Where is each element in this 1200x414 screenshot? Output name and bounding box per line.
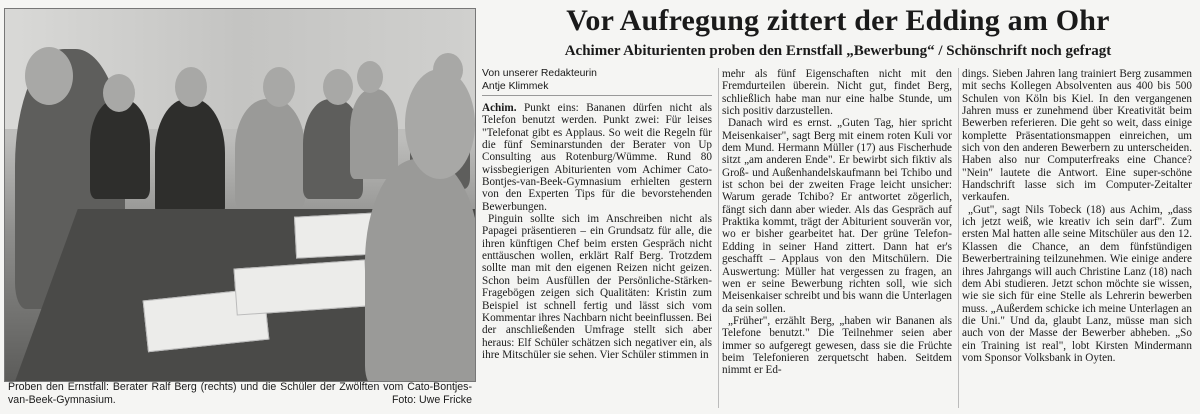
article-paragraph: dings. Sieben Jahren lang trainiert Berg zusammen mit sechs Kollegen Absolventen aus 400 bis 500 Schulen von Köln bis Kiel. In den vergangenen Jahren muss er zunehmend über Kreativität beim Bewerben referieren. Die geht so weit, dass einige komplette Präsentationsmappen einreichen, um sich von den anderen Bewerbern zu unterscheiden. Haben also nur Computerfreaks eine Chance? "Nein" lautete die Antwort. Eine super-schöne Handschrift lasse sich im Computer-Zeitalter verkaufen. (962, 68, 1192, 204)
photo-student (155, 99, 225, 219)
article-paragraph: „Früher", erzählt Berg, „haben wir Bananen als Telefone benutzt." Die Teilnehmer seien aber immer so aufgeregt gewesen, dass sie die Früchte beim Telefonieren zerquetscht haben. Seitdem nimmt er Ed- (722, 314, 952, 377)
photo-student (90, 99, 150, 199)
paragraph-text: Punkt eins: Bananen dürfen nicht als Telefon benutzt werden. Punkt zwei: Für leises "Telefonat gibt es Applaus. So weit die Regeln für die fünf Seminarstunden der Berater von Up Consulting aus Rotenburg/Wümme. Rund 80 wissbegierigen Abiturienten vom Achimer Cato-Bontjes-van-Beek-Gymnasium erhielten gestern von den Experten Tips für die bevorstehenden Bewerbungen. (482, 102, 712, 213)
photo-student (235, 99, 305, 209)
photo-caption-text: Proben den Ernstfall: Berater Ralf Berg (rechts) und die Schüler der Zwölften vom Cato-Bontjes-van-Beek-Gymnasium. (8, 381, 472, 406)
photo-credit: Foto: Uwe Fricke (391, 394, 472, 406)
byline-author: Antje Klimmek (482, 80, 549, 92)
photo-student-head (357, 61, 383, 93)
article-subhead: Achimer Abiturienten proben den Ernstfall „Bewerbung“ / Schönschrift noch gefragt (564, 43, 1112, 59)
photo-consultant-head (405, 69, 475, 179)
article-headline: Vor Aufregung zittert der Edding am Ohr (566, 4, 1110, 37)
article-column-1 (482, 68, 712, 361)
article-paragraph: mehr als fünf Eigenschaften nicht mit den Fremdurteilen überein. Nicht gut, findet Berg, schließlich habe man nur eine halbe Stunde, um sich positiv darzustellen. (722, 68, 952, 118)
photo-student (350, 89, 398, 179)
photo-student-head (103, 74, 135, 112)
dateline: Achim. (482, 102, 517, 114)
article-paragraph: Pinguin sollte sich im Anschreiben nicht als Papagei präsentieren – ein Grundsatz für alle, die ihren künftigen Chef beim ersten Gespräch nicht enttäuschen wollen, erklärt Ralf Berg. Trotzdem sollte man mit den eigenen Reizen nicht geizen. Schon beim Ausfüllen der Persönliche-Stärken-Fragebögen zeigen sich Qualitäten: Kristin zum Beispiel ist schnell fertig und lässt sich vom Kommentar ihres Nachbarn nicht beeinflussen. Bei der anschließenden Umfrage stellt sich aber heraus: Elf Schüler schätzen sich negativer ein, als ihre Mitschüler sie sehen. Vier Schüler stimmen in (482, 213, 712, 361)
photo-consultant (365, 159, 476, 382)
article-photo (4, 8, 476, 382)
byline (482, 68, 712, 96)
photo-student-head (25, 47, 73, 105)
article-paragraph: Danach wird es ernst. „Guten Tag, hier spricht Meisenkaiser", sagt Berg mit einem roten Kuli vor dem Mund. Hermann Müller (17) aus Fischerhude sitzt „am anderen Ende". Er bewirbt sich fiktiv als Groß- und Außenhandelskaufmann bei Tchibo und ist schon bei der zweiten Frage leicht unsicher: Warum gerade Tchibo? Er antwortet zögerlich, fängt sich dann aber wieder. Als das Gespräch auf Praktika kommt, trägt der Abiturient souverän vor, wo er bisher gearbeitet hat. Der grüne Telefon-Edding in seiner Hand zittert. Dann hat er's geschafft – Applaus von den Mitschülern. Die Auswertung: Müller hat vergessen zu fragen, an wen er seine Bewerbung richten soll, wie sich Meisenkaiser schreibt und bis wann die Unterlagen da sein sollen. (722, 117, 952, 315)
column-rule (718, 68, 719, 408)
article-column-2 (722, 68, 952, 377)
column-rule (958, 68, 959, 408)
photo-student-head (263, 67, 295, 107)
photo-student-head (175, 67, 207, 107)
article-column-3 (962, 68, 1192, 364)
article-paragraph: „Gut", sagt Nils Tobeck (18) aus Achim, „dass ich jetzt weiß, wie kreativ ich sein darf". Zum ersten Mal hatten alle seine Mitschüler aus den 12. Klassen die Chance, an dem fünfstündigen Bewerbertraining teilzunehmen. Wie einige andere ihres Jahrgangs will auch Christine Lanz (18) nach dem Abi studieren. Jetzt schon möchte sie wissen, wie sie sich für eine Stelle als Lehrerin bewerben muss. „Außerdem schicke ich meine Unterlagen an die Uni." Und da, glaubt Lanz, müsse man sich auch von der Masse der Bewerber abheben. „So ein Training ist real", lobt Kirsten Mindermann vom Sponsor Volksbank in Oyten. (962, 203, 1192, 364)
byline-line-1: Von unserer Redakteurin (482, 68, 597, 79)
photo-student-head (323, 69, 353, 105)
article-paragraph (482, 102, 712, 213)
photo-paper (234, 259, 369, 315)
photo-caption (8, 381, 472, 407)
